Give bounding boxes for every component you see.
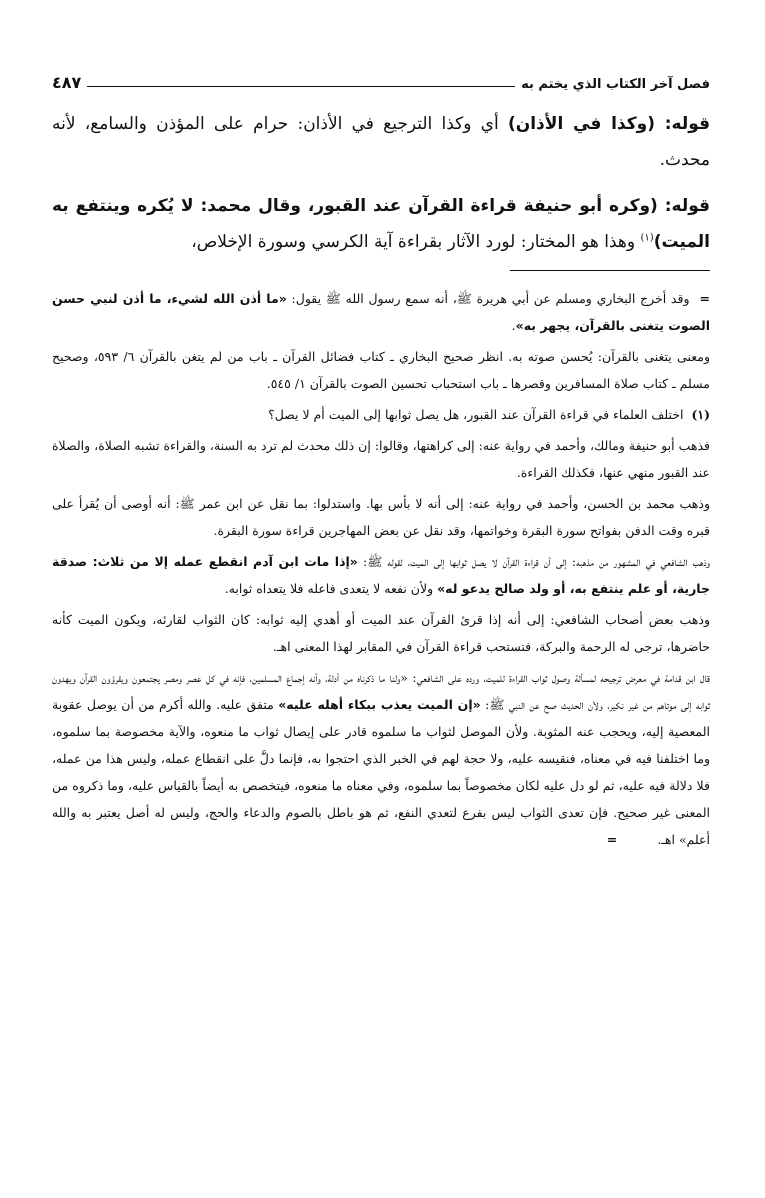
footnote-1-paragraph-3: وذهب محمد بن الحسن، وأحمد في رواية عنه: إلى أنه لا بأس بها. واستدلوا: بما نقل عن ابن عمر ﷺ: أنه أوصى أن يُقرأ على قبره وقت الدفن بفواتح سورة البقرة وخواتمها، وقد نقل عن بعض المهاجرين قراءة سورة البقرة. [52, 496, 710, 538]
footnote-1-paragraph-4-a: وذهب الشافعي في المشهور من مذهبه: إلى أن قراءة القرآن لا يصل ثوابها إلى الميت، لقوله ﷺ: [357, 554, 710, 569]
continues-mark: = [606, 832, 618, 847]
footnote-1-paragraph-6-c: متفق عليه. والله أكرم من أن يوصل عقوبة المعصية إليه، ويحجب عنه المثوبة. ولأن الموصل لثواب ما سلموه قادر على إيصال ثواب ما منعوه، والآية مخصوصة بما سلموه، وما اختلفنا فيه في معناه، فنقيسه عليه، ولا حجة لهم في الخبر الذي احتجوا به، فإنما دلَّ على انقطاع عمله، وليس هذا من عمله، فلا دلالة فيه عليه، ثم لو دل عليه لكان مخصوصاً بما سلموه، وفي معناه ما منعوه، فيتخصص به أيضاً بالقياس عليه، وما ذكروه من المعنى غير صحيح. فإن تعدى الثواب ليس بفرع لتعدي النفع، ثم هو باطل بالصوم والدعاء والحج، وليس له أصل يعتبر به والله أعلم» اهـ. [52, 697, 710, 847]
footnote-continuation-text-c: . [511, 318, 516, 333]
page [52, 66, 710, 857]
footnote-ref-1[interactable]: (١) [640, 232, 654, 244]
main-paragraph-1-lead: قوله: (وكذا في الأذان) [507, 114, 711, 134]
main-paragraph-2-text: وهذا هو المختار: لورد الآثار بقراءة آية الكرسي وسورة الإخلاص، [191, 232, 641, 252]
footnote-1-number: (١) [691, 407, 710, 422]
footnote-1-paragraph-4 [52, 548, 710, 602]
main-paragraph-2-lead: قوله: (وكره أبو حنيفة قراءة القرآن عند القبور، وقال محمد: لا يُكره وينتفع به الميت) [52, 196, 710, 252]
page-header [52, 66, 710, 92]
footnote-continuation-2: ومعنى يتغنى بالقرآن: يُحسن صوته به. انظر صحيح البخاري ـ كتاب فضائل القرآن ـ باب من لم يتغن بالقرآن ٦/ ٥٩٣، وصحيح مسلم ـ كتاب صلاة المسافرين وقصرها ـ باب استحباب تحسين الصوت بالقرآن ١/ ٥٤٥. [52, 349, 710, 391]
footnote-separator [510, 270, 710, 271]
footnotes [52, 285, 710, 853]
header-rule [87, 86, 515, 87]
footnote-1-paragraph-2: فذهب أبو حنيفة ومالك، وأحمد في رواية عنه: إلى كراهتها، وقالوا: إن ذلك محدث لم ترد به السنة، والقراءة تشبه الصلاة، والصلاة عند القبور منهي عنها، فكذلك القراءة. [52, 438, 710, 480]
hadith-quote-2: «إذا مات ابن آدم انقطع عمله إلا من ثلاث: صدقة جارية، أو علم ينتفع به، أو ولد صالح يدعو له» [52, 554, 710, 596]
footnote-1-paragraph-4-c: ولأن نفعه لا يتعدى فاعله فلا يتعداه ثوابه. [224, 581, 438, 596]
footnote-continuation-text-a: وقد أخرج البخاري ومسلم عن أبي هريرة ﷺ، أنه سمع رسول الله ﷺ يقول: [286, 291, 690, 306]
footnote-1-paragraph-6 [52, 664, 710, 853]
main-text [52, 106, 710, 260]
footnote-continuation [52, 285, 710, 339]
footnote-1-paragraph-6-a: قال ابن قدامة في معرض ترجيحه لمسألة وصول ثواب القراءة للميت، ورده على الشافعي: «ولنا ما ذكرناه من أدلة، وأنه إجماع المسلمين، فإنه في كل عصر ومصر يجتمعون ويقرؤون القرآن ويهدون ثوابه إلى موتاهم من غير نكير، ولأن الحديث صح عن النبي ﷺ: [52, 670, 710, 712]
running-title: فصل آخر الكتاب الذي يختم به [521, 77, 710, 92]
footnote-1-paragraph-5: وذهب بعض أصحاب الشافعي: إلى أنه إذا قرئ القرآن عند الميت أو أهدي إليه ثوابه: كان الثواب لقارئه، ويكون الميت كأنه حاضرها، ترجى له الرحمة والبركة، فتستحب قراءة القرآن في المقابر لهذا المعنى اهـ. [52, 612, 710, 654]
footnote-1-text: اختلف العلماء في قراءة القرآن عند القبور، هل يصل ثوابها إلى الميت أم لا يصل؟ [268, 407, 684, 422]
main-paragraph-1-text: أي وكذا الترجيع في الأذان: حرام على المؤذن والسامع، لأنه محدث. [52, 114, 710, 170]
hadith-quote-1: «ما أذن الله لشيء، ما أذن لنبي حسن الصوت يتغنى بالقرآن، يجهر به» [52, 291, 710, 333]
hadith-quote-3: «إن الميت يعذب ببكاء أهله عليه» [278, 697, 481, 712]
main-paragraph-2 [52, 188, 710, 260]
footnote-1 [52, 401, 710, 428]
page-number: ٤٨٧ [52, 73, 82, 92]
continuation-mark: = [699, 291, 710, 306]
main-paragraph-1 [52, 106, 710, 178]
